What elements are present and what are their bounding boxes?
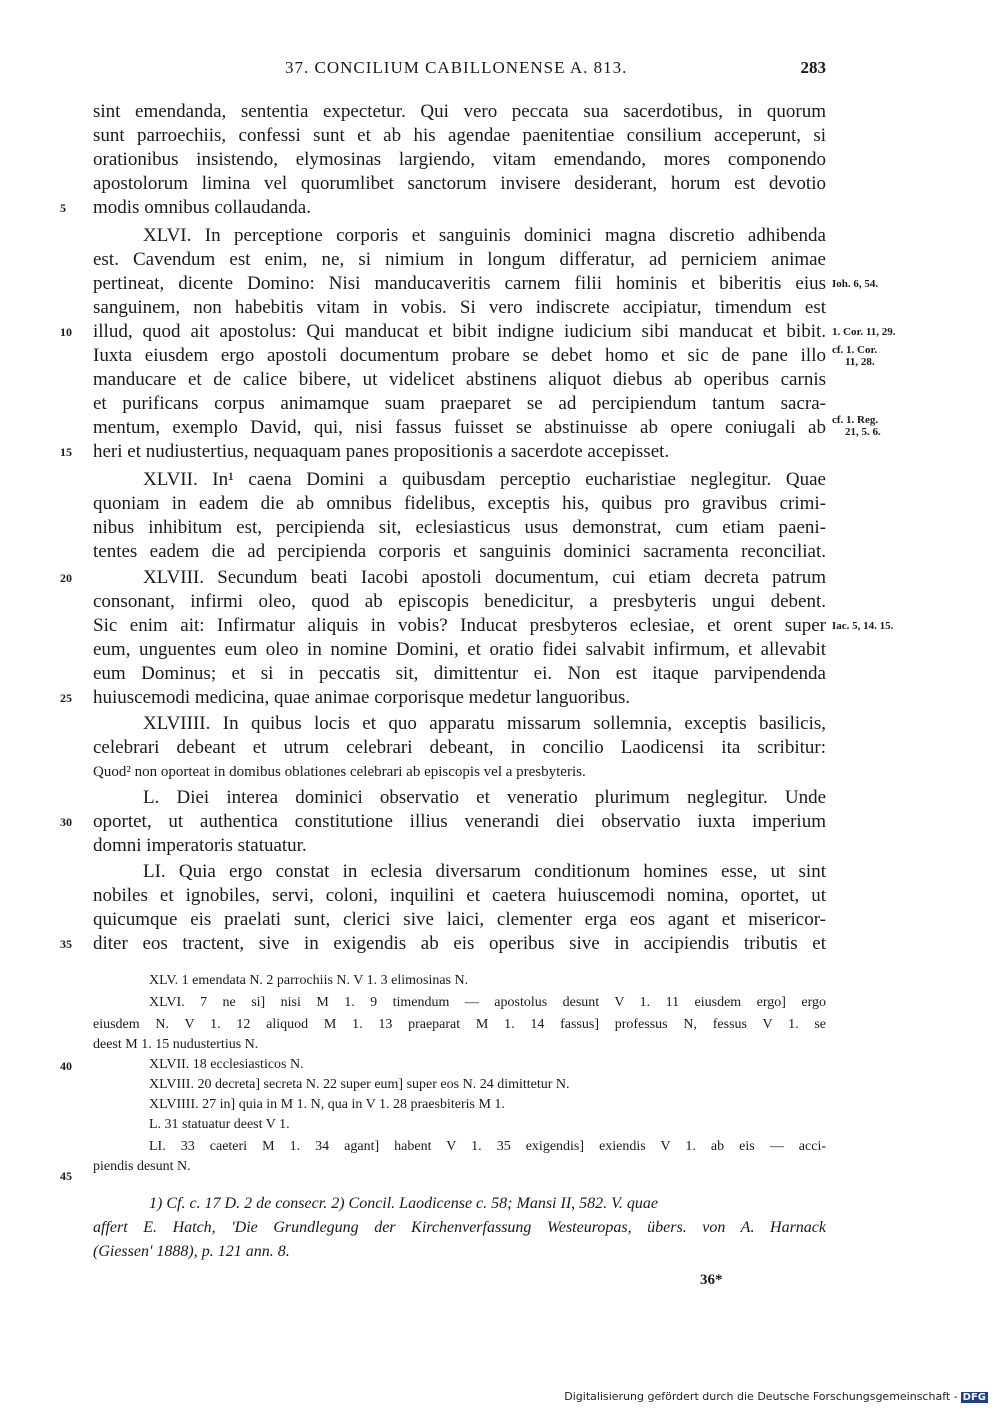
- apparatus-line: XLV. 1 emendata N. 2 parrochiis N. V 1. 3 elimosinas N.: [149, 973, 469, 988]
- chapter-heading-line: XLVIII. Secundum beati Iacobi apostoli documentum, cui etiam decreta patrum: [143, 567, 826, 588]
- text-line: consonant, infirmi oleo, quod ab episcopis benedicitur, a presbyteris ungui debent.: [93, 591, 826, 612]
- chapter-heading-line: LI. Quia ergo constat in eclesia diversarum conditionum homines esse, ut sint: [143, 861, 826, 882]
- text-line: orationibus insistendo, elymosinas largiendo, vitam emendando, mores componendo: [93, 149, 826, 170]
- text-line: Sic enim ait: Infirmatur aliquis in vobis? Inducat presbyteros eclesiae, et orent super: [93, 615, 826, 636]
- margin-reference: Iac. 5, 14. 15.: [832, 620, 894, 632]
- printer-signature: 36*: [700, 1272, 723, 1288]
- apparatus-line: deest M 1. 15 nudustertius N.: [93, 1037, 259, 1052]
- running-head-title: 37. CONCILIUM CABILLONENSE A. 813.: [285, 58, 628, 77]
- apparatus-line: piendis desunt N.: [93, 1159, 191, 1174]
- line-number: 40: [60, 1059, 72, 1073]
- apparatus-line: eiusdem N. V 1. 12 aliquod M 1. 13 praeparat M 1. 14 fassus] professus N, fessus V 1. se: [93, 1017, 826, 1032]
- text-line: heri et nudiustertius, nequaquam panes propositionis a sacerdote accepisset.: [93, 441, 670, 462]
- margin-reference: 1. Cor. 11, 29.: [832, 326, 896, 338]
- text-line: pertineat, dicente Domino: Nisi manducaveritis carnem filii hominis et biberitis eius: [93, 273, 826, 294]
- apparatus-line: XLVIIII. 27 in] quia in M 1. N, qua in V 1. 28 praesbiteris M 1.: [149, 1097, 505, 1112]
- text-line: nibus inhibitum est, percipienda sit, eclesiasticus usus demonstrat, cum etiam paeni-: [93, 517, 826, 538]
- quotation-line: Quod² non oporteat in domibus oblationes celebrari ab episcopis vel a presbyteris.: [93, 764, 586, 780]
- text-line: eum Dominus; et si in peccatis sit, dimittentur ei. Non est itaque parvipendenda: [93, 663, 826, 684]
- text-line: quoniam in eadem die ab omnibus fidelibus, exceptis his, quibus pro gravibus crimi-: [93, 493, 826, 514]
- text-line: modis omnibus collaudanda.: [93, 197, 311, 218]
- apparatus-line: LI. 33 caeteri M 1. 34 agant] habent V 1. 35 exigendis] exiendis V 1. ab eis — acci-: [149, 1139, 826, 1154]
- text-line: diter eos tractent, sive in exigendis ab eis operibus sive in accipiendis tributis et: [93, 933, 826, 954]
- line-number: 5: [60, 201, 66, 215]
- line-number: 15: [60, 445, 72, 459]
- line-number: 10: [60, 325, 72, 339]
- text-line: oportet, ut authentica constitutione illius venerandi diei observatio iuxta imperium: [93, 811, 826, 832]
- text-line: Iuxta eiusdem ergo apostoli documentum probare se debet homo et sic de pane illo: [93, 345, 826, 366]
- text-line: mentum, exemplo David, qui, nisi fassus fuisset se abstinuisse ab opere coniugali ab: [93, 417, 826, 438]
- apparatus-line: XLVIII. 20 decreta] secreta N. 22 super eum] super eos N. 24 dimittetur N.: [149, 1077, 570, 1092]
- text-line: est. Cavendum est enim, ne, si nimium in longum differatur, ad perniciem animae: [93, 249, 826, 270]
- text-line: et purificans corpus animamque suam praeparet se ad percipiendum tantum sacra-: [93, 393, 826, 414]
- footnote-line: 1) Cf. c. 17 D. 2 de consecr. 2) Concil. Laodicense c. 58; Mansi II, 582. V. quae: [149, 1195, 658, 1212]
- apparatus-line: L. 31 statuatur deest V 1.: [149, 1117, 290, 1132]
- text-line: eum, unguentes eum oleo in nomine Domini, et oratio fidei salvabit infirmum, et allevabit: [93, 639, 826, 660]
- apparatus-line: XLVII. 18 ecclesiasticos N.: [149, 1057, 304, 1072]
- text-line: huiuscemodi medicina, quae animae corporisque medetur languoribus.: [93, 687, 631, 708]
- apparatus-line: XLVI. 7 ne si] nisi M 1. 9 timendum — apostolus desunt V 1. 11 eiusdem ergo] ergo: [149, 995, 826, 1010]
- text-line: sanguinem, non habebitis vitam in vobis. Si vero indiscrete accipiatur, timendum est: [93, 297, 826, 318]
- text-line: sint emendanda, sententia expectetur. Qui vero peccata sua sacerdotibus, in quorum: [93, 101, 826, 122]
- funding-notice: [564, 1390, 988, 1403]
- text-line: quicumque eis praelati sunt, clerici sive laici, clementer erga eos agant et misericor-: [93, 909, 826, 930]
- text-line: nobiles et ignobiles, servi, coloni, inquilini et caetera huiuscemodi nomina, oportet, ut: [93, 885, 826, 906]
- margin-reference: Ioh. 6, 54.: [832, 278, 879, 290]
- text-line: celebrari debeant et utrum celebrari debeant, in concilio Laodicensi ita scribitur:: [93, 737, 826, 758]
- line-number: 30: [60, 815, 72, 829]
- text-line: apostolorum limina vel quorumlibet sanctorum invisere desiderant, horum est devotio: [93, 173, 826, 194]
- line-number: 35: [60, 937, 72, 951]
- funding-notice-text: Digitalisierung gefördert durch die Deutsche Forschungsgemeinschaft -: [564, 1390, 958, 1403]
- footnote-line: (Giessen' 1888), p. 121 ann. 8.: [93, 1243, 290, 1260]
- text-line: domni imperatoris statuatur.: [93, 835, 307, 856]
- footnote-line: affert E. Hatch, 'Die Grundlegung der Kirchenverfassung Westeuropas, übers. von A. Harnack: [93, 1219, 826, 1236]
- margin-reference: 11, 28.: [845, 356, 875, 368]
- chapter-heading-line: XLVI. In perceptione corporis et sanguinis dominici magna discretio adhibenda: [143, 225, 826, 246]
- running-head: [0, 58, 1000, 86]
- text-line: manducare et de calice bibere, ut videlicet abstinens aliquot diebus ab operibus carnis: [93, 369, 826, 390]
- line-number: 25: [60, 691, 72, 705]
- text-line: illud, quod ait apostolus: Qui manducat et bibit indigne iudicium sibi manducat et bibit.: [93, 321, 826, 342]
- text-line: sunt parroechiis, confessi sunt et ab his agendae paenitentiae consilium acceperunt, si: [93, 125, 826, 146]
- margin-reference: 21, 5. 6.: [845, 426, 881, 438]
- dfg-logo: DFG: [962, 1392, 986, 1403]
- chapter-heading-line: L. Diei interea dominici observatio et veneratio plurimum neglegitur. Unde: [143, 787, 826, 808]
- chapter-heading-line: XLVII. In¹ caena Domini a quibusdam perceptio eucharistiae neglegitur. Quae: [143, 469, 826, 490]
- page-number: 283: [800, 58, 826, 77]
- margin-reference: cf. 1. Cor.: [832, 344, 878, 356]
- line-number: 20: [60, 571, 72, 585]
- chapter-heading-line: XLVIIII. In quibus locis et quo apparatu missarum sollemnia, exceptis basilicis,: [143, 713, 826, 734]
- line-number: 45: [60, 1169, 72, 1183]
- text-line: tentes eadem die ad percipienda corporis et sanguinis dominici sacramenta reconciliat.: [93, 541, 826, 562]
- margin-reference: cf. 1. Reg.: [832, 414, 879, 426]
